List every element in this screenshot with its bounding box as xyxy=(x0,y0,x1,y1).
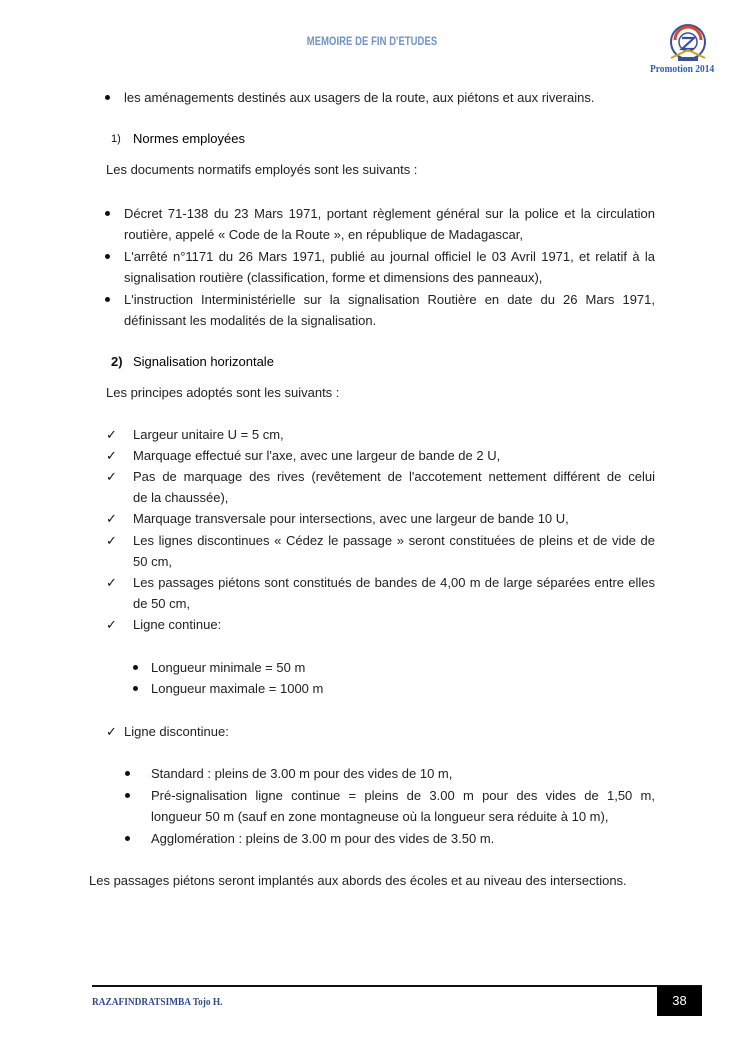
bullet-dot xyxy=(125,793,130,798)
norm-item-1-line-1: Décret 71-138 du 23 Mars 1971, portant règlement général sur la police et la circulation xyxy=(124,206,655,221)
norm-item-3-line-2: définissant les modalités de la signalisation. xyxy=(124,313,377,328)
bullet-dot xyxy=(133,665,138,670)
checkmark-icon: ✓ xyxy=(106,724,117,739)
section-1-number: 1) xyxy=(111,133,121,145)
principle-5-line-2: 50 cm, xyxy=(133,554,173,569)
section-2-intro: Les principes adoptés sont les suivants : xyxy=(106,385,340,400)
page-number: 38 xyxy=(657,986,702,1016)
norm-item-3-line-1: L'instruction Interministérielle sur la signalisation Routière en date du 26 Mars 1971, xyxy=(124,292,655,307)
bullet-dot xyxy=(133,686,138,691)
bullet-dot xyxy=(125,836,130,841)
checkmark-icon: ✓ xyxy=(106,448,117,463)
page-header-title: MEMOIRE DE FIN D'ETUDES xyxy=(306,36,438,48)
checkmark-icon: ✓ xyxy=(106,617,117,632)
intro-bullet-text: les aménagements destinés aux usagers de la route, aux piétons et aux riverains. xyxy=(124,90,595,105)
continue-item-2: Longueur maximale = 1000 m xyxy=(151,681,324,696)
checkmark-icon: ✓ xyxy=(106,533,117,548)
principle-1: Largeur unitaire U = 5 cm, xyxy=(133,427,284,442)
principle-5-line-1: Les lignes discontinues « Cédez le passage » seront constituées de pleins et de vide de xyxy=(133,533,655,548)
principle-3-line-1: Pas de marquage des rives (revêtement de l'accotement nettement différent de celui xyxy=(133,469,655,484)
bullet-dot xyxy=(105,297,110,302)
principle-3-line-2: de la chaussée), xyxy=(133,490,229,505)
closing-paragraph: Les passages piétons seront implantés aux abords des écoles et au niveau des intersections. xyxy=(89,873,627,888)
principle-2: Marquage effectué sur l'axe, avec une largeur de bande de 2 U, xyxy=(133,448,501,463)
discontinue-item-3: Agglomération : pleins de 3.00 m pour des vides de 3.50 m. xyxy=(151,831,495,846)
checkmark-icon: ✓ xyxy=(106,427,117,442)
section-2-number: 2) xyxy=(111,354,123,369)
section-1-title: Normes employées xyxy=(133,131,245,146)
bullet-dot xyxy=(125,771,130,776)
checkmark-icon: ✓ xyxy=(106,575,117,590)
promotion-label: Promotion 2014 xyxy=(650,63,715,75)
bullet-dot xyxy=(105,254,110,259)
discontinue-item-1: Standard : pleins de 3.00 m pour des vides de 10 m, xyxy=(151,766,453,781)
principle-6-line-2: de 50 cm, xyxy=(133,596,191,611)
principle-7: Ligne continue: xyxy=(133,617,222,632)
principle-6-line-1: Les passages piétons sont constitués de bandes de 4,00 m de large séparées entre elles xyxy=(133,575,655,590)
discontinue-item-2-line-1: Pré-signalisation ligne continue = pleins de 3.00 m pour des vides de 1,50 m, xyxy=(151,788,655,803)
norm-item-2-line-2: signalisation routière (classification, forme et dimensions des panneaux), xyxy=(124,270,543,285)
discontinue-label: Ligne discontinue: xyxy=(124,724,229,739)
footer-author: RAZAFINDRATSIMBA Tojo H. xyxy=(92,996,223,1008)
school-emblem-icon xyxy=(666,22,710,64)
footer-rule xyxy=(92,985,702,987)
norm-item-1-line-2: routière, appelé « Code de la Route », en république de Madagascar, xyxy=(124,227,523,242)
checkmark-icon: ✓ xyxy=(106,511,117,526)
section-2-title: Signalisation horizontale xyxy=(133,354,274,369)
bullet-dot xyxy=(105,95,110,100)
discontinue-item-2-line-2: longueur 50 m (sauf en zone montagneuse où la longueur sera réduite à 10 m), xyxy=(151,809,609,824)
principle-4: Marquage transversale pour intersections, avec une largeur de bande 10 U, xyxy=(133,511,569,526)
continue-item-1: Longueur minimale = 50 m xyxy=(151,660,306,675)
checkmark-icon: ✓ xyxy=(106,469,117,484)
bullet-dot xyxy=(105,211,110,216)
section-1-intro: Les documents normatifs employés sont les suivants : xyxy=(106,162,418,177)
norm-item-2-line-1: L'arrêté n°1171 du 26 Mars 1971, publié au journal officiel le 03 Avril 1971, et relatif à la xyxy=(124,249,655,264)
